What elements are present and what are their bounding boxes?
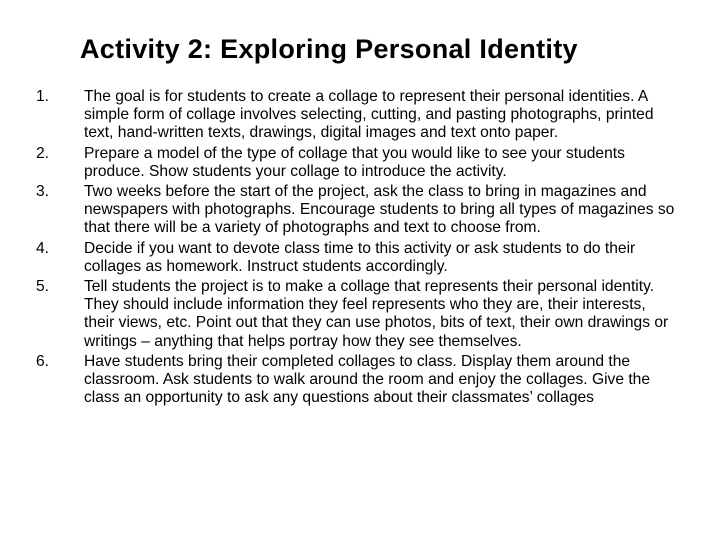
item-number: 5. — [36, 278, 50, 296]
item-text: Have students bring their completed collages to class. Display them around the classroom. Ask students to walk around the room and enjoy the collages. Give the class an opportunity to ask any questions about their classmates’ collages — [84, 352, 651, 407]
list-item — [36, 240, 676, 276]
list-item — [36, 353, 676, 408]
item-number: 6. — [36, 352, 50, 370]
item-number: 2. — [36, 144, 50, 162]
list-item — [36, 278, 676, 351]
slide-title: Activity 2: Exploring Personal Identity — [80, 34, 578, 64]
item-number: 4. — [36, 239, 50, 257]
item-number: 3. — [36, 183, 50, 201]
item-number: 1. — [36, 88, 50, 105]
item-text: Decide if you want to devote class time to this activity or ask students to do their collages as homework. Instruct students accordingly. — [84, 239, 636, 275]
item-text: The goal is for students to create a collage to represent their personal identities. A simple form of collage involves selecting, cutting, and pasting photographs, printed text, hand-written texts, drawings, digital images and text onto paper. — [84, 88, 654, 142]
activity-steps-list — [36, 88, 676, 409]
list-item — [36, 145, 676, 181]
item-text: Prepare a model of the type of collage that you would like to see your students produce. Show students your collage to introduce the activity. — [84, 144, 625, 180]
list-item — [36, 88, 676, 143]
item-text: Tell students the project is to make a collage that represents their personal identity. They should include information they feel represents who they are, their interests, their views, etc. Point out that they can use photos, bits of text, their own drawings or writings – anything that helps portray how they see themselves. — [84, 278, 669, 350]
item-text: Two weeks before the start of the project, ask the class to bring in magazines and newspapers with photographs. Encourage students to bring all types of magazines so that there will be a variety of photographs and text to choose from. — [84, 183, 675, 237]
list-item — [36, 183, 676, 238]
